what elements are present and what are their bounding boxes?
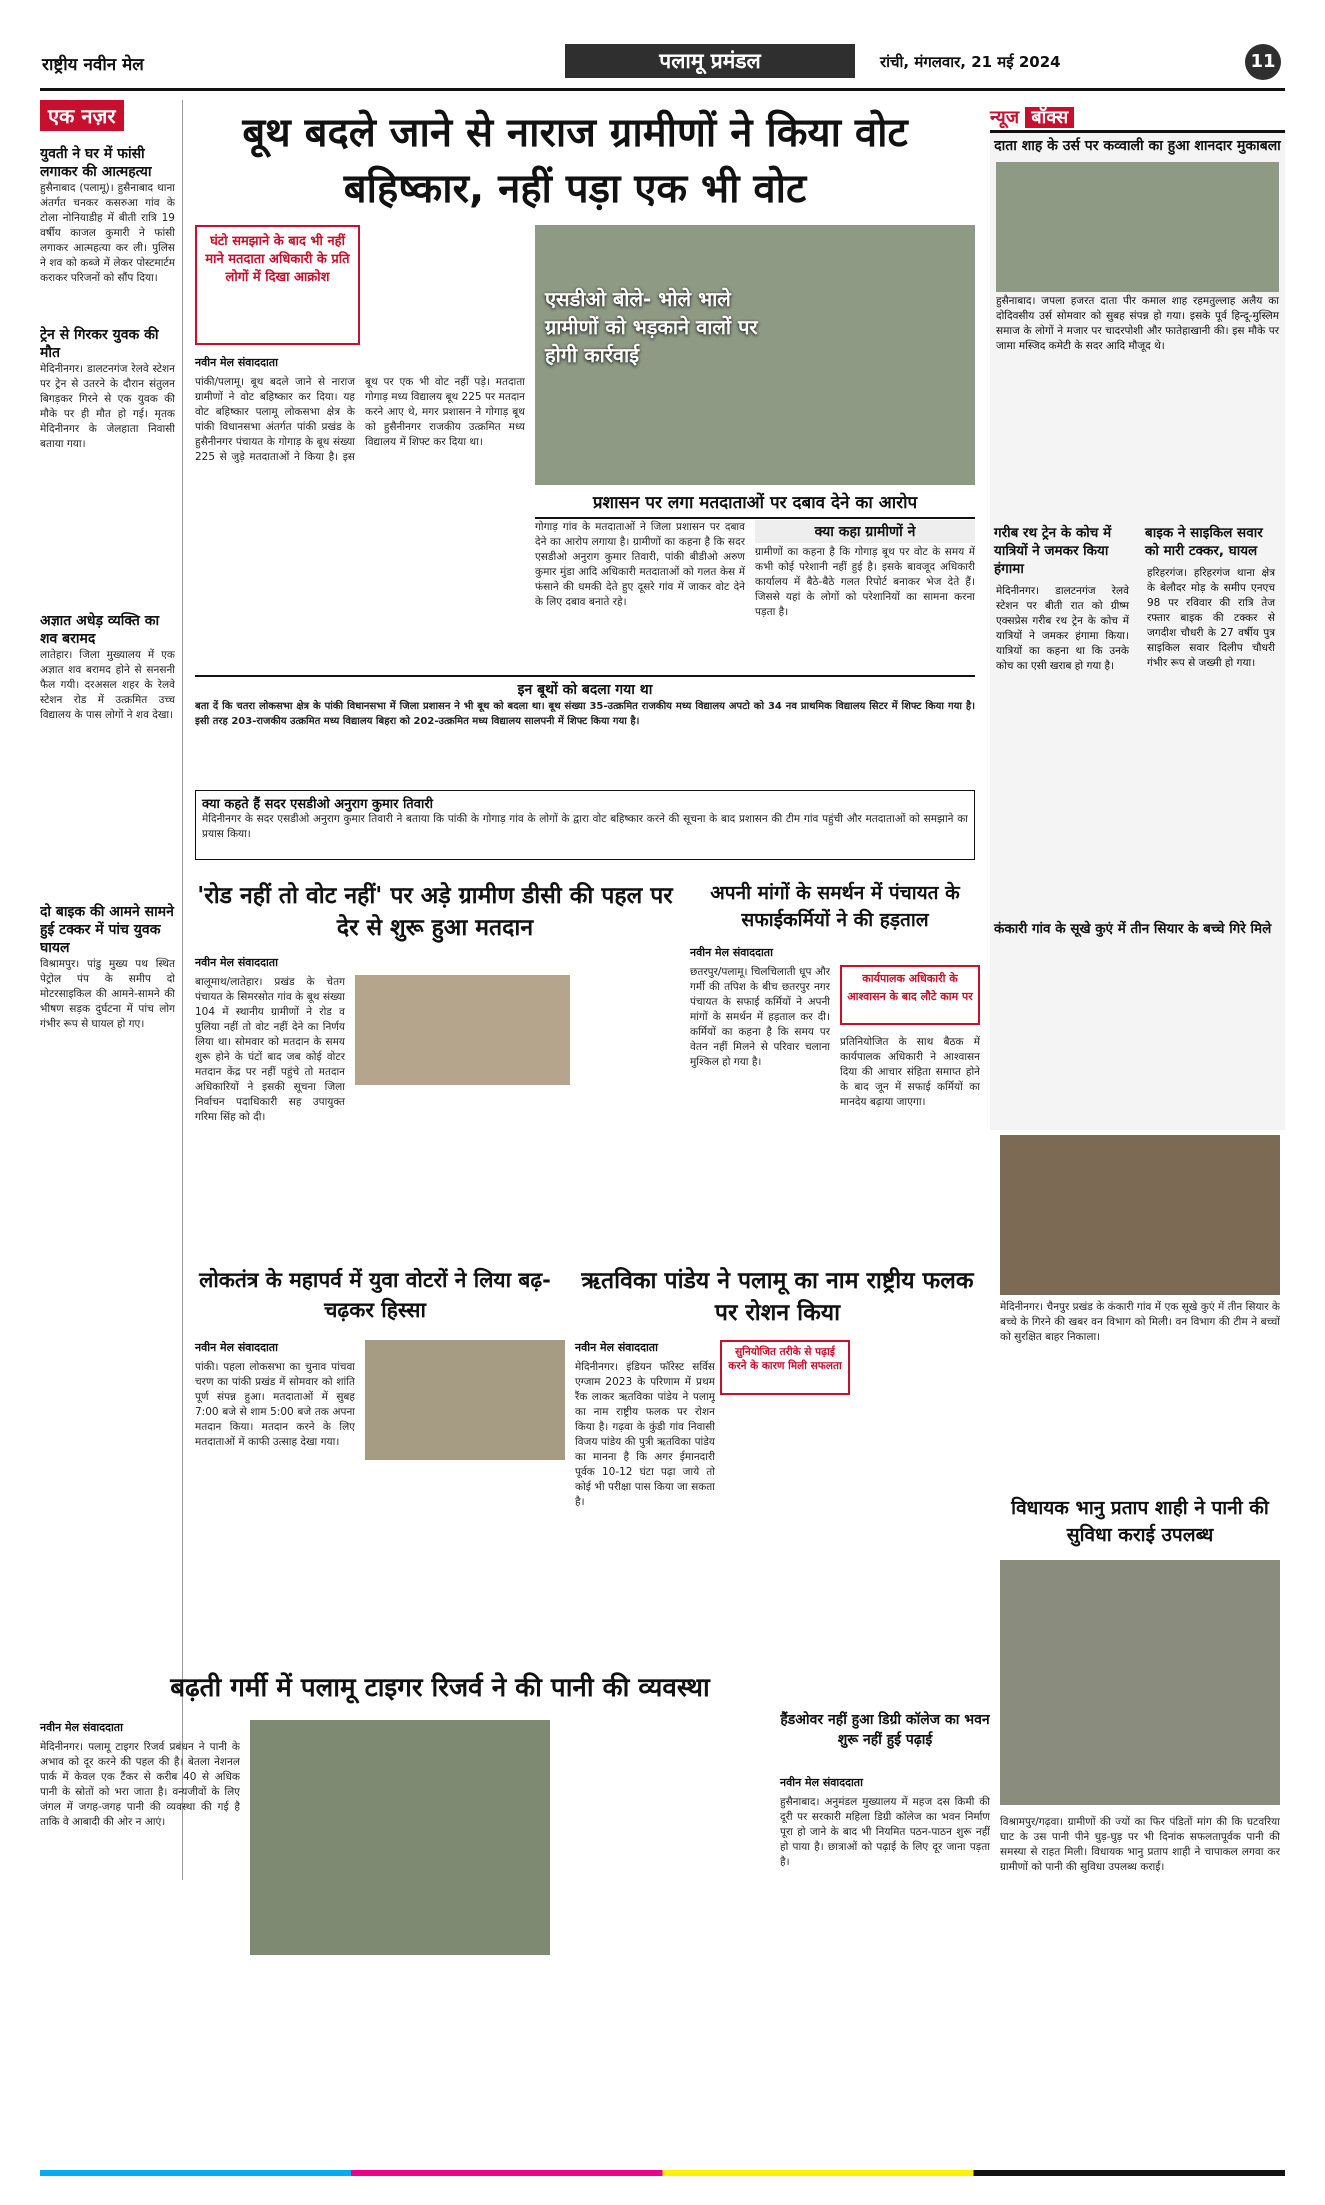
- brief-body: विश्रामपुर। पांडु मुख्य पथ स्थित पेट्रोल पंप के समीप दो मोटरसाइकिल की आमने-सामने की भीषण सड़क दुर्घटना में पांच लोग गंभीर रूप से घायल हो गए।: [40, 958, 175, 1030]
- villagers-head: क्या कहा ग्रामीणों ने: [755, 520, 975, 543]
- safai-quote-box: [840, 965, 980, 1025]
- dc-body: बालूमाथ/लातेहार। प्रखंड के चेतग पंचायत के सिमरसोत गांव के बूथ संख्या 104 में स्थानीय ग्रामीणों ने रोड व पुलिया नहीं तो वोट नहीं देने का निर्णय लिया था। सोमवार को मतदान के समय शुरू होने के घंटों बाद जब कोई वोटर मतदान केंद्र पर नहीं पहुंचे तो मतदान अधिकारियों ने इसकी सूचना जिला निर्वाचन पदाधिकारी सह उपायुक्त गरिमा सिंह को दी।: [195, 976, 345, 1123]
- safai-quote: कार्यपालक अधिकारी के आश्वासन के बाद लौटे काम पर: [847, 972, 973, 1003]
- lead-headline: बूथ बदले जाने से नाराज ग्रामीणों ने किया वोट बहिष्कार, नहीं पड़ा एक भी वोट: [242, 110, 908, 212]
- story2-head: गरीब रथ ट्रेन के कोच में यात्रियों ने जमकर किया हंगामा: [994, 525, 1112, 577]
- lead-pull-quote: घंटो समझाने के बाद भी नहीं माने मतदाता अधिकारी के प्रति लोगों में दिखा आक्रोश: [205, 234, 350, 285]
- lead-photo: [535, 225, 975, 485]
- mla-headline: विधायक भानु प्रताप शाही ने पानी की सुविधा कराई उपलब्ध: [1011, 1497, 1269, 1546]
- jackal-photo: [1000, 1135, 1280, 1295]
- news-tag-b: बॉक्स: [1025, 107, 1074, 128]
- news-box-tag: [990, 105, 1074, 129]
- news-tag-a: न्यूज: [990, 107, 1020, 128]
- story3-head: बाइक ने साइकिल सवार को मारी टक्कर, घायल: [1145, 525, 1263, 559]
- header-rule: [40, 88, 1285, 91]
- story2-body: मेदिनीनगर। डालटनगंज रेलवे स्टेशन पर बीती रात को ग्रीष्म एक्सप्रेस गरीब रथ ट्रेन के कोच में यात्रियों ने जमकर हंगामा किया। यात्रियों का कहना था कि उनके कोच का एसी खराब हो गया है।: [996, 585, 1129, 672]
- villagers-body: ग्रामीणों का कहना है कि गोगाड़ बूथ पर वोट के समय में कभी कोई परेशानी नहीं हुई है। इसके बावजूद अधिकारी कार्यालय में बैठे-बैठे गलत रिपोर्ट बनाकर भेज देते हैं। जिससे यहां के लोगों को परेशानियों का सामना करना पड़ता है।: [755, 546, 975, 618]
- sdo-head: क्या कहते हैं सदर एसडीओ अनुराग कुमार तिवारी: [202, 797, 433, 812]
- safai-byline: नवीन मेल संवाददाता: [690, 946, 773, 959]
- brief-body: हुसैनाबाद (पलामू)। हुसैनाबाद थाना अंतर्गत चनकर कसरुआ गांव के टोला नोनियाडीह में बीती रात्रि 19 वर्षीय काजल कुमारी ने फांसी लगाकर आत्महत्या कर ली। पुलिस ने शव को कब्जे में लेकर पोस्टमार्टम कराकर परिजनों को सौंप दिया।: [40, 182, 175, 284]
- safai-body-2: प्रतिनियोजित के साथ बैठक में कार्यपालक अधिकारी ने आश्वासन दिया की आचार संहिता समाप्त होने के बाद जून में सफाई कर्मियों का मानदेय बढ़ाया जाएगा।: [840, 1036, 980, 1108]
- lead-pull-quote-box: [195, 225, 360, 345]
- youth-byline: नवीन मेल संवाददाता: [195, 1341, 278, 1354]
- urs-photo: [996, 162, 1279, 292]
- photo-caption: एसडीओ बोले- भोले भाले ग्रामीणों को भड़काने वालों पर होगी कार्रवाई: [545, 287, 758, 367]
- youth-photo: [365, 1340, 565, 1460]
- brief-item: [40, 326, 175, 452]
- ritvika-body: मेदिनीनगर। इंडियन फॉरेस्ट सर्विस एग्जाम 2023 के परिणाम में प्रथम रैंक लाकर ऋतविका पांडेय ने पलामू का नाम राष्ट्रीय फलक पर रोशन किया है। गढ़वा के कुंडी गांव निवासी विजय पांडेय की पुत्री ऋतविका पांडेय का मानना है कि अगर ईमानदारी पूर्वक 10-12 घंटा पढ़ा जाये तो कोई भी परीक्षा पास किया जा सकता है।: [575, 1361, 715, 1508]
- dc-photo: [355, 975, 570, 1085]
- story4-head: कंकारी गांव के सूखे कुएं में तीन सियार के बच्चे गिरे मिले: [994, 921, 1272, 937]
- lead-sub-body: गोगाड़ गांव के मतदाताओं ने जिला प्रशासन पर दबाव देने का आरोप लगाया है। ग्रामीणों का कहना है कि सदर एसडीओ अनुराग कुमार तिवारी, पांकी बीडीओ अरुण कुमार मुंडा आदि अधिकारी मतदाताओं को गलत केस में फंसाने की धमकी देते हुए दूसरे गांव में जाकर वोट देने के लिए दबाव बनाते रहे।: [535, 521, 745, 608]
- safai-body: छतरपुर/पलामू। चिलचिलाती धूप और गर्मी की तपिश के बीच छतरपुर नगर पंचायत के सफाई कर्मियों ने अपनी मांगों के समर्थन में हड़ताल कर दी। कर्मियों का कहना है कि समय पर वेतन नहीं मिलने से परिवार चलाना मुश्किल हो गया है।: [690, 966, 830, 1068]
- ek-nazar-label: एक नज़र: [40, 100, 124, 131]
- mla-photo: [1000, 1560, 1280, 1805]
- booths-head: इन बूथों को बदला गया था: [517, 682, 653, 698]
- page-number: 11: [1245, 44, 1281, 80]
- brief-item: [40, 612, 175, 723]
- college-headline: हैंडओवर नहीं हुआ डिग्री कॉलेज का भवन शुरू नहीं हुई पढ़ाई: [780, 1712, 990, 1748]
- byline-text: नवीन मेल संवाददाता: [195, 356, 278, 369]
- youth-headline: लोकतंत्र के महापर्व में युवा वोटरों ने लिया बढ़-चढ़कर हिस्सा: [199, 1268, 551, 1322]
- ritvika-byline: नवीन मेल संवाददाता: [575, 1341, 658, 1354]
- brief-title: दो बाइक की आमने सामने हुई टक्कर में पांच युवक घायल: [40, 904, 174, 956]
- dc-byline: नवीन मेल संवाददाता: [195, 956, 278, 969]
- mla-body: विश्रामपुर/गढ़वा। ग्रामीणों की ज्यों का फिर पंडितों मांग की कि घटवरिया घाट के उस पानी पीने घुड़-घुड़ पर भी दिनांक सफलतापूर्वक पानी की समस्या से राहत मिली। विधायक भानु प्रताप शाही ने चापाकल लगवा कर ग्रामीणों को पानी की सुविधा उपलब्ध कराई।: [1000, 1816, 1280, 1873]
- lead-body: पांकी/पलामू। बूथ बदले जाने से नाराज ग्रामीणों ने वोट बहिष्कार कर दिया। यह वोट बहिष्कार पलामू लोकसभा क्षेत्र के पांकी विधानसभा अंतर्गत पांकी प्रखंड के हुसैनीनगर पंचायत के गोगाड़ के बूथ संख्या 225 से जुड़े मतदाताओं ने किया है। इस बूथ पर एक भी वोट नहीं पड़े। मतदाता गोगाड़ मध्य विद्यालय बूथ 225 पर मतदान करने आए थे, मगर प्रशासन ने गोगाड़ बूथ को हुसैनीनगर राजकीय उत्क्रमित मध्य विद्यालय में शिफ्ट कर दिया था।: [195, 376, 525, 463]
- dc-headline: 'रोड नहीं तो वोट नहीं' पर अड़े ग्रामीण डीसी की पहल पर देर से शुरू हुआ मतदान: [197, 883, 673, 941]
- ritvika-headline: ऋतविका पांडेय ने पलामू का नाम राष्ट्रीय फलक पर रोशन किया: [581, 1268, 974, 1326]
- story4-body: मेदिनीनगर। चैनपुर प्रखंड के कंकारी गांव में एक सूखे कुएं में तीन सियार के बच्चे के गिरने की खबर वन विभाग को मिली। वन विभाग की टीम ने बच्चों को सुरक्षित बाहर निकाला।: [1000, 1301, 1280, 1343]
- ritvika-quote: सुनियोजित तरीके से पढ़ाई करने के कारण मिली सफलता: [728, 1346, 842, 1372]
- brief-title: अज्ञात अधेड़ व्यक्ति का शव बरामद: [40, 613, 160, 647]
- column-divider: [182, 100, 183, 1880]
- college-byline: नवीन मेल संवाददाता: [780, 1776, 863, 1789]
- section-title: पलामू प्रमंडल: [565, 44, 855, 78]
- newspaper-name: राष्ट्रीय नवीन मेल: [42, 55, 144, 75]
- brief-body: मेदिनीनगर। डालटनगंज रेलवे स्टेशन पर ट्रेन से उतरने के दौरान संतुलन बिगड़कर गिरने से एक युवक की मौके पर ही मौत हो गई। मृतक मेदिनीनगर के जेलहाता निवासी बताया गया।: [40, 363, 175, 450]
- news-box-head: दाता शाह के उर्स पर कव्वाली का हुआ शानदार मुकाबला: [994, 138, 1281, 154]
- youth-body: पांकी। पहला लोकसभा का चुनाव पांचवा चरण का पांकी प्रखंड में सोमवार को शांति पूर्ण संपन्न हुआ। मतदाताओं में सुबह 7:00 बजे से शाम 5:00 बजे तक अपना मतदान किया। मतदान करने के लिए मतदाताओं में काफी उत्साह देखा गया।: [195, 1361, 355, 1448]
- brief-item: [40, 145, 175, 286]
- lead-byline: [195, 355, 360, 370]
- brief-title: युवती ने घर में फांसी लगाकर की आत्महत्या: [40, 146, 152, 180]
- sdo-box: [195, 790, 975, 860]
- news-box: [990, 130, 1285, 1130]
- tiger-photo: [250, 1720, 550, 1955]
- lead-subhead: प्रशासन पर लगा मतदाताओं पर दबाव देने का आरोप: [535, 490, 975, 519]
- registration-color-strip: [40, 2170, 1285, 2176]
- story3-body: हरिहरगंज। हरिहरगंज थाना क्षेत्र के बेलौदर मोड़ के समीप एनएच 98 पर रविवार की रात्रि तेज रफ्तार बाइक की टक्कर से जगदीश चौधरी के 27 वर्षीय पुत्र साइकिल सवार दिलीप चौधरी गंभीर रूप से जख्मी हो गया।: [1147, 567, 1275, 669]
- college-body: हुसैनाबाद। अनुमंडल मुख्यालय में महज दस किमी की दूरी पर सरकारी महिला डिग्री कॉलेज का भवन निर्माण पूरा हो जाने के बाद भी नियमित पठन-पाठन शुरू नहीं हो पाया है। छात्राओं को पढ़ाई के लिए दूर जाना पड़ता है।: [780, 1796, 990, 1868]
- tiger-body: मेदिनीनगर। पलामू टाइगर रिजर्व प्रबंधन ने पानी के अभाव को दूर करने की पहल की है। बेतला नेशनल पार्क में केवल एक टैंकर से करीब 40 से अधिक पानी के स्रोतों को भरा जाता है। वन्यजीवों के लिए जंगल में जगह-जगह पानी की व्यवस्था की गई है ताकि वे आबादी की ओर न आएं।: [40, 1741, 240, 1828]
- sdo-body: मेदिनीनगर के सदर एसडीओ अनुराग कुमार तिवारी ने बताया कि पांकी के गोगाड़ गांव के लोगों के द्वारा वोट बहिष्कार करने की सूचना के बाद प्रशासन की टीम गांव पहुंची और मतदाताओं को समझाने का प्रयास किया।: [202, 813, 968, 840]
- safai-headline: अपनी मांगों के समर्थन में पंचायत के सफाईकर्मियों ने की हड़ताल: [710, 882, 960, 931]
- tiger-byline: नवीन मेल संवाददाता: [40, 1721, 123, 1734]
- ritvika-quote-box: [720, 1340, 850, 1395]
- brief-body: लातेहार। जिला मुख्यालय में एक अज्ञात शव बरामद होने से सनसनी फैल गयी। दरअसल शहर के रेलवे स्टेशन रोड में उत्क्रमित उच्च विद्यालय के पास लोगों ने शव देखा।: [40, 649, 175, 721]
- booths-box: [195, 675, 975, 791]
- tiger-headline: बढ़ती गर्मी में पलामू टाइगर रिजर्व ने की पानी की व्यवस्था: [170, 1673, 710, 1703]
- booths-body: बता दें कि चतरा लोकसभा क्षेत्र के पांकी विधानसभा में जिला प्रशासन ने भी बूथ को बदला था। बूथ संख्या 35-उत्क्रमित राजकीय मध्य विद्यालय अपटो को 34 नव प्राथमिक विद्यालय सिटर में शिफ्ट किया गया है। इसी तरह 203-राजकीय उत्क्रमित मध्य विद्यालय बिहरा को 202-उत्क्रमित मध्य विद्यालय सालपनी में शिफ्ट किया गया है।: [195, 701, 975, 727]
- issue-date: रांची, मंगलवार, 21 मई 2024: [880, 53, 1061, 71]
- news-box-body: हुसैनाबाद। जपला हजरत दाता पीर कमाल शाह रहमतुल्लाह अलैय का दोदिवसीय उर्स सोमवार को सुबह संपन्न हो गया। इसके पूर्व हिन्दू-मुस्लिम समाज के लोगों ने मजार पर चादरपोशी और फातेहाखानी की। इस मौके पर जामा मस्जिद कमेटी के सदर आदि मौजूद थे।: [996, 295, 1279, 352]
- brief-item: [40, 903, 175, 1032]
- brief-title: ट्रेन से गिरकर युवक की मौत: [40, 327, 159, 361]
